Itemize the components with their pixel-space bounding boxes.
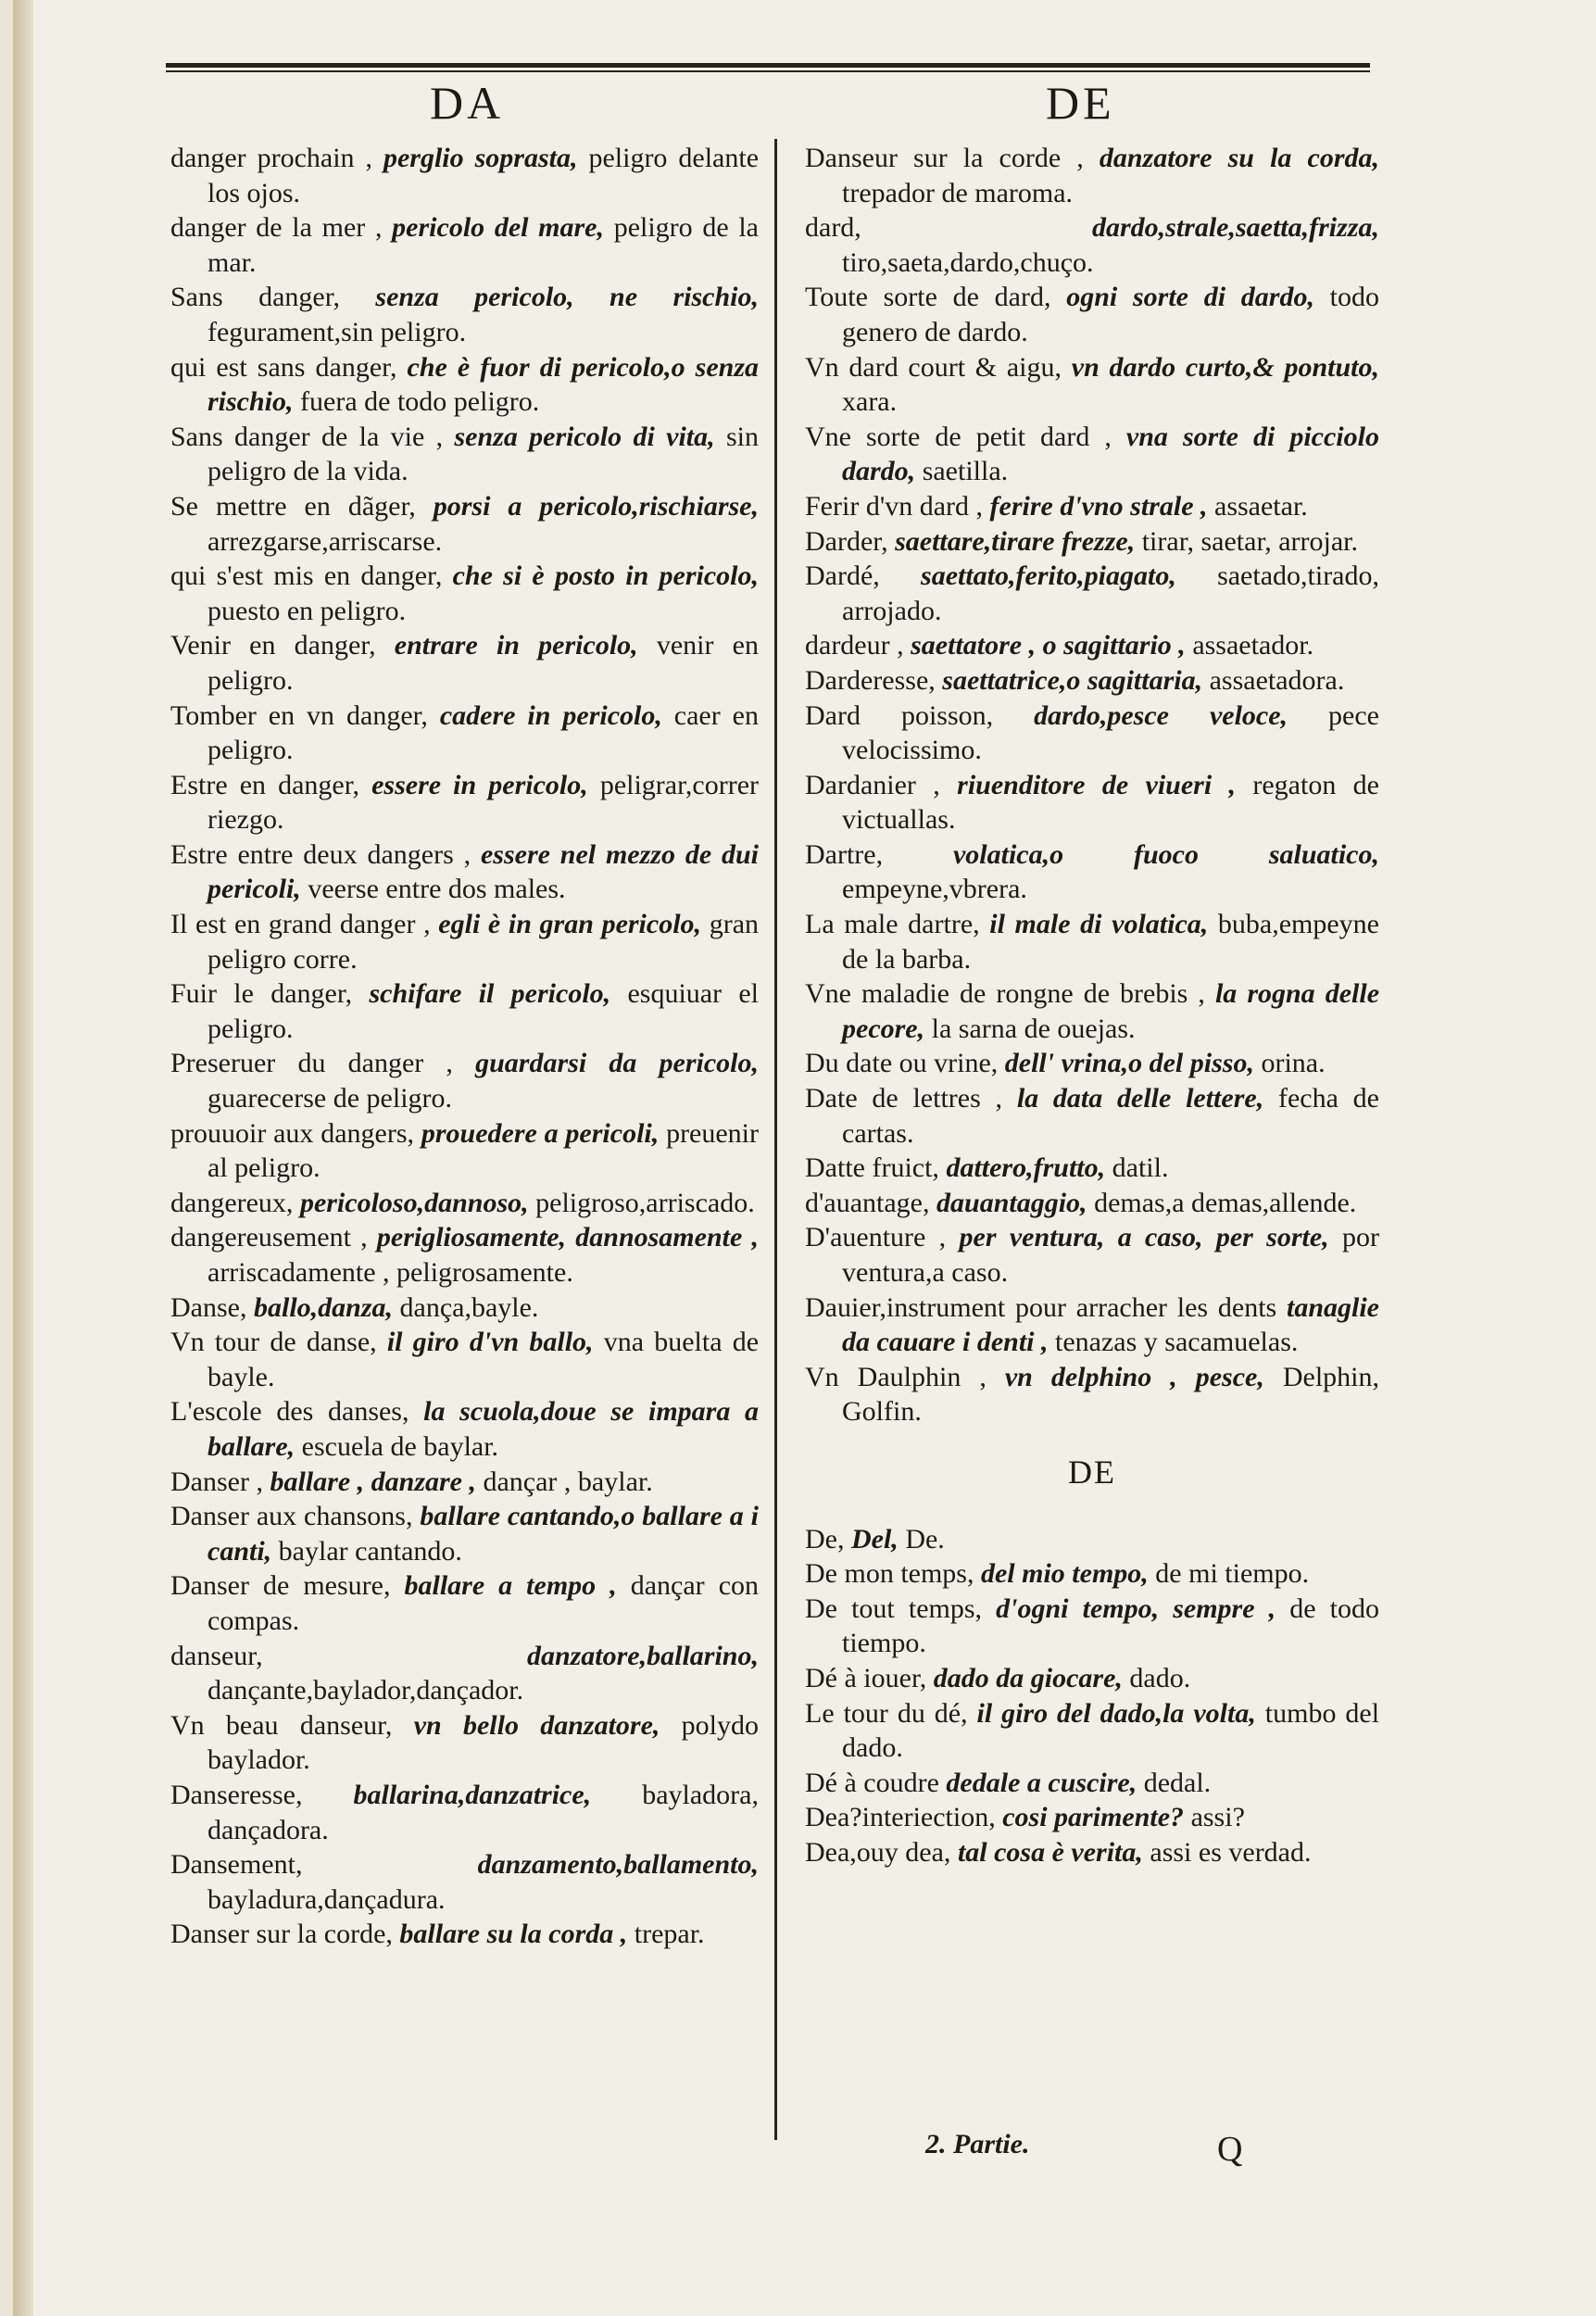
entry-italian: senza pericolo, ne rischio, [375,282,759,313]
dictionary-entry [170,489,759,559]
entry-spanish: escuela de baylar. [301,1430,499,1462]
dictionary-entry [170,1186,759,1221]
entry-french: Toute sorte de dard, [805,282,1051,313]
footer-part-label: 2. Partie. [925,2129,1030,2159]
entry-spanish: assi? [1190,1802,1245,1833]
entry-french: Dé à iouer, [805,1662,927,1693]
entry-spanish: de todo tiempo. [842,1592,1379,1659]
entry-french: D'auenture , [805,1222,947,1253]
entry-spanish: arriscadamente , peligrosamente. [207,1257,573,1288]
entry-italian: d'ogni tempo, sempre , [996,1592,1276,1624]
entry-french: Danser sur la corde, [170,1919,393,1950]
header-rule [166,63,1370,68]
entry-italian: tanaglie da cauare i denti , [842,1291,1379,1358]
entry-italian: la data delle lettere, [1016,1083,1264,1114]
entry-italian: danzamento,ballamento, [477,1849,759,1881]
entry-italian: saettare,tirare frezze, [895,525,1136,557]
entry-spanish: tirar, saetar, arrojar. [1141,525,1359,557]
entry-spanish: la sarna de ouejas. [931,1013,1136,1044]
entry-spanish: peligroso,arriscado. [535,1187,755,1218]
entry-italian: prouedere a pericoli, [421,1117,660,1149]
book-spine-shadow [13,0,33,2316]
entry-italian: pericolo del mare, [392,212,604,244]
entry-french: De mon temps, [805,1558,974,1590]
dictionary-entry [170,768,759,837]
entry-french: dardeur , [805,630,904,661]
entry-french: Dartre, [805,838,884,870]
entry-spanish: datil. [1112,1152,1169,1184]
dictionary-entry [805,1522,1379,1557]
entry-spanish: bayladura,dançadura. [207,1883,446,1915]
entry-spanish: peligrar,correr riezgo. [207,769,759,836]
entry-italian: cosi parimente? [1002,1802,1185,1833]
entry-spanish: vna buelta de bayle. [207,1327,760,1392]
dictionary-entry [805,907,1379,976]
entry-spanish: xara. [842,386,898,418]
entry-italian: pericoloso,dannoso, [299,1187,529,1218]
entry-french: De tout temps, [805,1592,983,1624]
entry-french: Sans danger, [170,282,341,313]
entry-spanish: arrezgarse,arriscarse. [207,525,443,557]
entry-spanish: assi es verdad. [1150,1836,1312,1868]
entry-spanish: esquiuar el peligro. [207,978,760,1044]
dictionary-entry [805,280,1379,349]
entry-spanish: regaton de victuallas. [842,769,1379,836]
header-rule-thin [166,70,1370,72]
entry-french: Danse, [170,1291,247,1323]
entry-french: Dard poisson, [805,699,994,731]
entry-french: danger de la mer , [170,212,383,244]
entry-italian: volatica,o fuoco saluatico, [952,838,1379,870]
entry-french: Vn dard court & aigu, [805,351,1062,383]
dictionary-entry [170,1394,759,1464]
dictionary-entry [170,210,759,280]
entry-spanish: preuenir al peligro. [207,1117,760,1184]
entry-french: Darderesse, [805,664,936,696]
entry-italian: saettatrice,o sagittaria, [942,664,1203,696]
entry-spanish: dedal. [1143,1767,1212,1798]
entry-spanish: assaetador. [1192,630,1314,661]
entry-french: Darder, [805,525,888,557]
entry-french: dard, [805,212,861,244]
entry-french: Dea?interiection, [805,1802,996,1833]
entry-italian: dardo,strale,saetta,frizza, [1091,212,1379,244]
entry-french: L'escole des danses, [170,1396,409,1428]
dictionary-entry [805,524,1379,560]
entry-spanish: bayladora, dançadora. [207,1779,759,1845]
entry-french: Sans danger de la vie , [170,421,444,452]
entry-italian: vn delphino , pesce, [1004,1361,1264,1392]
running-head-left: DA [430,77,505,129]
entry-italian: il giro del dado,la volta, [976,1697,1256,1729]
entry-french: danseur, [170,1640,263,1671]
entry-italian: dardo,pesce veloce, [1034,699,1288,731]
dictionary-entry [805,837,1379,907]
entry-spanish: assaetar. [1214,490,1308,522]
dictionary-entry [805,1220,1379,1290]
entry-french: Preseruer du danger , [170,1048,453,1079]
dictionary-entry [805,1046,1379,1081]
entry-french: Date de lettres , [805,1083,1003,1114]
entry-french: danger prochain , [170,143,373,173]
entry-french: Dea,ouy dea, [805,1836,951,1868]
entry-french: Vne sorte de petit dard , [805,421,1112,452]
entry-italian: ballo,danza, [253,1291,394,1323]
running-head-right: DE [1046,77,1115,129]
entry-italian: dell' vrina,o del pisso, [1004,1048,1254,1079]
entry-french: qui est sans danger, [170,351,397,383]
entry-italian: vn bello danzatore, [413,1709,660,1741]
entry-spanish: peligro de la mar. [207,212,760,278]
entry-italian: danzatore su la corda, [1099,143,1379,173]
dictionary-entry [170,1046,759,1115]
entry-spanish: guarecerse de peligro. [207,1083,453,1114]
entry-spanish: dança,bayle. [399,1291,539,1323]
dictionary-entry [170,1116,759,1186]
entry-spanish: sin peligro de la vida. [207,421,759,487]
dictionary-entry [805,663,1379,699]
entry-italian: dauantaggio, [936,1187,1087,1218]
entry-french: Danseresse, [170,1779,303,1810]
dictionary-entry [805,1151,1379,1186]
entry-spanish: gran peligro corre. [207,909,760,975]
entry-italian: che si è posto in pericolo, [452,560,759,592]
entry-french: Danser , [170,1466,263,1497]
dictionary-entry [170,1847,759,1917]
entry-french: Dé à coudre [805,1767,939,1798]
dictionary-entry [170,350,759,420]
right-column-da-entries [805,141,1379,1429]
dictionary-entry [170,420,759,489]
entry-spanish: assaetadora. [1209,664,1345,696]
entry-french: Estre entre deux dangers , [170,838,471,870]
entry-french: Le tour du dé, [805,1697,968,1729]
dictionary-entry [170,907,759,976]
entry-french: Estre en danger, [170,769,360,800]
dictionary-entry [805,1766,1379,1801]
entry-italian: senza pericolo di vita, [454,421,715,452]
entry-italian: la rogna delle pecore, [842,978,1380,1044]
entry-french: Danser aux chansons, [170,1501,413,1532]
entry-italian: Del, [850,1523,899,1554]
entry-spanish: demas,a demas,allende. [1094,1187,1357,1218]
dictionary-entry [805,1835,1379,1870]
entry-french: Tomber en vn danger, [170,699,428,731]
book-page [13,0,1596,2316]
entry-italian: il male di volatica, [989,909,1209,940]
entry-italian: ballarina,danzatrice, [353,1779,592,1810]
entry-french: Dardanier , [805,769,940,800]
entry-italian: ballare a tempo , [404,1570,617,1602]
entry-spanish: venir en peligro. [207,630,759,696]
entry-italian: entrare in pericolo, [394,630,638,661]
dictionary-entry [170,837,759,907]
entry-french: Ferir d'vn dard , [805,490,984,522]
entry-spanish: de mi tiempo. [1155,1558,1310,1590]
entry-italian: il giro d'vn ballo, [386,1327,594,1358]
entry-french: Du date ou vrine, [805,1048,999,1079]
entry-spanish: De. [905,1523,945,1554]
entry-spanish: fuera de todo peligro. [300,386,540,418]
dictionary-entry [805,1186,1379,1221]
dictionary-entry [805,210,1379,280]
entry-spanish: Delphin, Golfin. [842,1361,1380,1428]
entry-spanish: peligro delante los ojos. [207,143,760,208]
dictionary-entry [170,1290,759,1326]
dictionary-entry [805,420,1379,489]
entry-spanish: trepar. [634,1919,705,1950]
entry-spanish: trepador de maroma. [842,177,1074,208]
entry-french: Fuir le danger, [170,978,353,1010]
entry-french: prouuoir aux dangers, [170,1117,415,1149]
entry-spanish: tiro,saeta,dardo,chuço. [842,246,1094,278]
dictionary-entry [170,141,759,210]
entry-spanish: saetado,tirado, arrojado. [842,560,1379,626]
entry-french: dangereux, [170,1187,294,1218]
entry-italian: danzatore,ballarino, [526,1640,759,1671]
entry-spanish: dado. [1129,1662,1191,1693]
left-column [170,141,759,1952]
entry-spanish: caer en peligro. [207,699,759,766]
entry-italian: dattero,frutto, [946,1152,1106,1184]
entry-italian: saettato,ferito,piagato, [921,560,1176,592]
entry-italian: porsi a pericolo,rischiarse, [433,490,759,522]
entry-italian: ogni sorte di dardo, [1066,282,1314,313]
entry-french: dangereusement , [170,1222,368,1253]
entry-italian: cadere in pericolo, [439,699,662,731]
dictionary-entry [170,1568,759,1638]
entry-spanish: todo genero de dardo. [842,282,1380,347]
entry-spanish: dançante,baylador,dançador. [207,1675,524,1706]
entry-french: Se mettre en dãger, [170,490,416,522]
entry-italian: vn dardo curto,& pontuto, [1071,351,1379,383]
entry-spanish: fegurament,sin peligro. [207,316,467,347]
entry-spanish: veerse entre dos males. [308,874,566,905]
entry-italian: vna sorte di picciolo dardo, [842,421,1379,487]
dictionary-entry [170,1465,759,1500]
dictionary-entry [805,350,1379,420]
entry-spanish: orina. [1261,1048,1326,1079]
entry-italian: ballare , danzare , [270,1466,476,1497]
entry-italian: dado da giocare, [933,1662,1123,1693]
entry-italian: saettatore , o sagittario , [911,630,1186,661]
dictionary-entry [805,559,1379,628]
entry-italian: tal cosa è verita, [957,1836,1143,1868]
entry-italian: essere nel mezzo de dui pericoli, [207,838,760,905]
dictionary-entry [170,1325,759,1394]
entry-french: Vn tour de danse, [170,1327,377,1358]
dictionary-entry [805,699,1379,768]
entry-italian: del mio tempo, [980,1558,1149,1590]
entry-french: Datte fruict, [805,1152,939,1184]
entry-spanish: dançar , baylar. [483,1466,653,1497]
dictionary-entry [170,1499,759,1568]
entry-french: Vn beau danseur, [170,1709,393,1741]
entry-french: Danser de mesure, [170,1570,391,1602]
entry-french: Il est en grand danger , [170,909,431,940]
footer-signature-mark: Q [1217,2130,1243,2169]
entry-spanish: fecha de cartas. [842,1083,1379,1149]
dictionary-entry [805,1360,1379,1429]
entry-french: qui s'est mis en danger, [170,560,443,592]
dictionary-entry [805,141,1379,210]
dictionary-entry [805,1556,1379,1592]
dictionary-entry [805,1800,1379,1835]
entry-italian: egli è in gran pericolo, [438,909,702,940]
dictionary-entry [805,1661,1379,1696]
dictionary-entry [805,1696,1379,1766]
dictionary-entry [170,1639,759,1708]
entry-french: Vn Daulphin , [805,1361,987,1392]
dictionary-entry [805,1592,1379,1661]
dictionary-entry [805,1081,1379,1151]
entry-spanish: baylar cantando. [278,1535,462,1567]
dictionary-entry [170,559,759,628]
entry-italian: riuenditore de viueri , [957,769,1237,800]
entry-spanish: buba,empeyne de la barba. [842,909,1379,975]
entry-french: De, [805,1523,845,1554]
entry-spanish: polydo baylador. [207,1709,759,1776]
entry-spanish: tenazas y sacamuelas. [1055,1327,1299,1358]
entry-spanish: empeyne,vbrera. [842,874,1027,905]
entry-italian: ballare cantando,o ballare a i canti, [207,1501,760,1567]
entry-french: Danseur sur la corde , [805,143,1084,173]
entry-italian: dedale a cuscire, [946,1767,1137,1798]
dictionary-entry [170,699,759,768]
entry-italian: guardarsi da pericolo, [475,1048,759,1079]
dictionary-entry [170,1220,759,1290]
entry-italian: per ventura, a caso, per sorte, [959,1222,1329,1253]
dictionary-entry [805,768,1379,837]
entry-french: La male dartre, [805,909,980,940]
dictionary-entry [805,489,1379,524]
right-column-de-entries [805,1522,1379,1870]
dictionary-entry [805,628,1379,663]
entry-french: Venir en danger, [170,630,376,661]
entry-italian: che è fuor di pericolo,o senza rischio, [207,351,760,418]
entry-spanish: saetilla. [922,456,1009,487]
entry-spanish: pece velocissimo. [842,699,1379,766]
dictionary-entry [805,976,1379,1046]
entry-spanish: tumbo del dado. [842,1697,1380,1764]
dictionary-entry [170,976,759,1046]
entry-french: Vne maladie de rongne de brebis , [805,978,1205,1010]
entry-french: d'auantage, [805,1187,930,1218]
entry-italian: essere in pericolo, [371,769,588,800]
dictionary-entry [170,280,759,349]
entry-italian: perglio soprasta, [383,143,578,173]
right-column [805,141,1379,1870]
entry-spanish: por ventura,a caso. [842,1222,1380,1288]
entry-french: Dansement, [170,1849,303,1881]
dictionary-entry [170,1708,759,1778]
column-divider [774,139,777,2140]
dictionary-entry [170,628,759,698]
entry-french: Dardé, [805,560,880,592]
entry-italian: ferire d'vno strale , [989,490,1208,522]
dictionary-entry [170,1778,759,1847]
entry-spanish: dançar con compas. [207,1570,760,1636]
entry-french: Dauier,instrument pour arracher les dents [805,1291,1277,1323]
entry-italian: perigliosamente, dannosamente , [376,1222,760,1253]
entry-italian: schifare il pericolo, [369,978,611,1010]
entry-spanish: puesto en peligro. [207,595,407,626]
entry-italian: ballare su la corda , [399,1919,628,1950]
dictionary-entry [170,1917,759,1952]
entry-italian: la scuola,doue se impara a ballare, [207,1396,759,1462]
dictionary-entry [805,1290,1379,1360]
section-heading-de: DE [1068,1453,1116,1491]
